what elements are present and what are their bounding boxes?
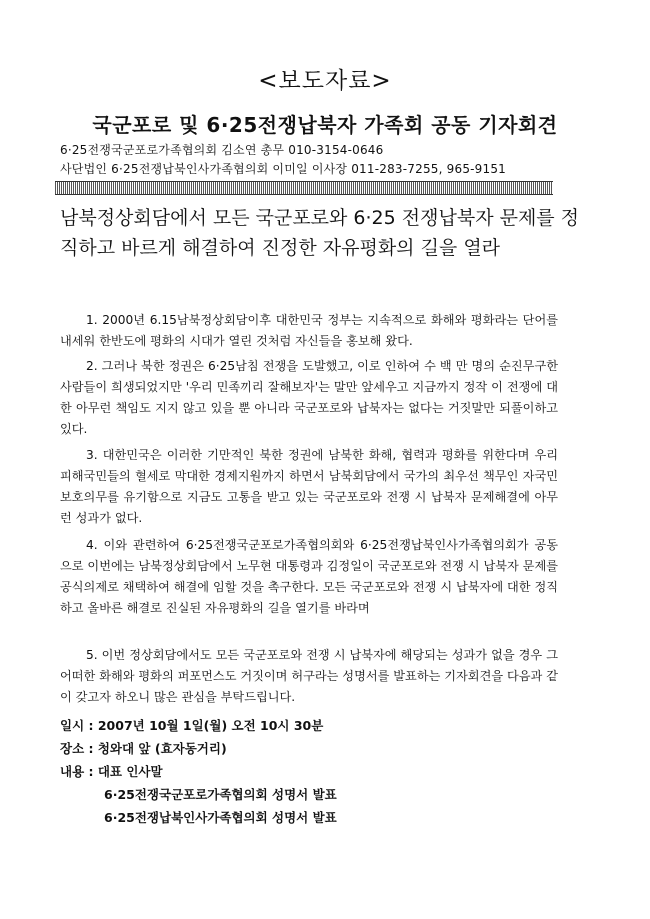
event-program: 내용 : 대표 인사말 <box>60 764 163 779</box>
contact-abductee-family-association: 사단법인 6·25전쟁납북인사가족협의회 이미일 이사장 011-283-7255, 965-9151 <box>60 162 507 176</box>
program-item-abductee-statement: 6·25전쟁납북인사가족협의회 성명서 발표 <box>104 810 337 825</box>
paragraph-3: 3. 대한민국은 이러한 기만적인 북한 정권에 남북한 화해, 협력과 평화를 위한다며 우리 피해국민들의 혈세로 막대한 경제지원까지 하면서 남북회담에서 국가의 최우선 책무인 자국민 보호의무를 유기함으로 지금도 고통을 받고 있는 국군포로와 전쟁 시 납북자 문제해결에 아무런 성과가 없다. <box>60 448 558 525</box>
program-item-pow-statement: 6·25전쟁국군포로가족협의회 성명서 발표 <box>104 787 337 802</box>
press-conference-title: 국군포로 및 6·25전쟁납북자 가족회 공동 기자회견 <box>92 113 558 137</box>
paragraph-4: 4. 이와 관련하여 6·25전쟁국군포로가족협의회와 6·25전쟁납북인사가족협의회가 공동으로 이번에는 남북정상회담에서 노무현 대통령과 김정일이 국군포로와 전쟁 시 납북자 문제를 공식의제로 채택하여 해결에 임할 것을 촉구한다. 모든 국군포로와 전쟁 시 납북자에 대한 정직하고 올바른 해결로 진실된 자유평화의 길을 열기를 바라며 <box>60 538 558 615</box>
header-divider <box>55 181 553 195</box>
event-place: 장소 : 청와대 앞 (효자동거리) <box>60 741 227 756</box>
contact-pow-family-association: 6·25전쟁국군포로가족협의회 김소연 총무 010-3154-0646 <box>60 143 384 157</box>
paragraph-5: 5. 이번 정상회담에서도 모든 국군포로와 전쟁 시 납북자에 해당되는 성과가 없을 경우 그 어떠한 화해와 평화의 퍼포먼스도 거짓이며 허구라는 성명서를 발표하는 기자회견을 다음과 같이 갖고자 하오니 많은 관심을 부탁드립니다. <box>60 648 558 704</box>
event-date: 일시 : 2007년 10월 1일(월) 오전 10시 30분 <box>60 718 324 733</box>
document-label: <보도자료> <box>258 68 392 94</box>
paragraph-1: 1. 2000년 6.15남북정상회담이후 대한민국 정부는 지속적으로 화해와 평화라는 단어를 내세워 한반도에 평화의 시대가 열린 것처럼 자신들을 홍보해 왔다. <box>60 313 558 348</box>
paragraph-2: 2. 그러나 북한 정권은 6·25남침 전쟁을 도발했고, 이로 인하여 수 백 만 명의 순진무구한 사람들이 희생되었지만 '우리 민족끼리 잘해보자'는 말만 앞세우고 지금까지 정작 이 전쟁에 대한 아무런 책임도 지지 않고 있을 뿐 아니라 국군포로와 납북자는 없다는 거짓말만 되풀이하고 있다. <box>60 359 558 436</box>
headline: 남북정상회담에서 모든 국군포로와 6·25 전쟁납북자 문제를 정직하고 바르게 해결하여 진정한 자유평화의 길을 열라 <box>60 207 580 259</box>
